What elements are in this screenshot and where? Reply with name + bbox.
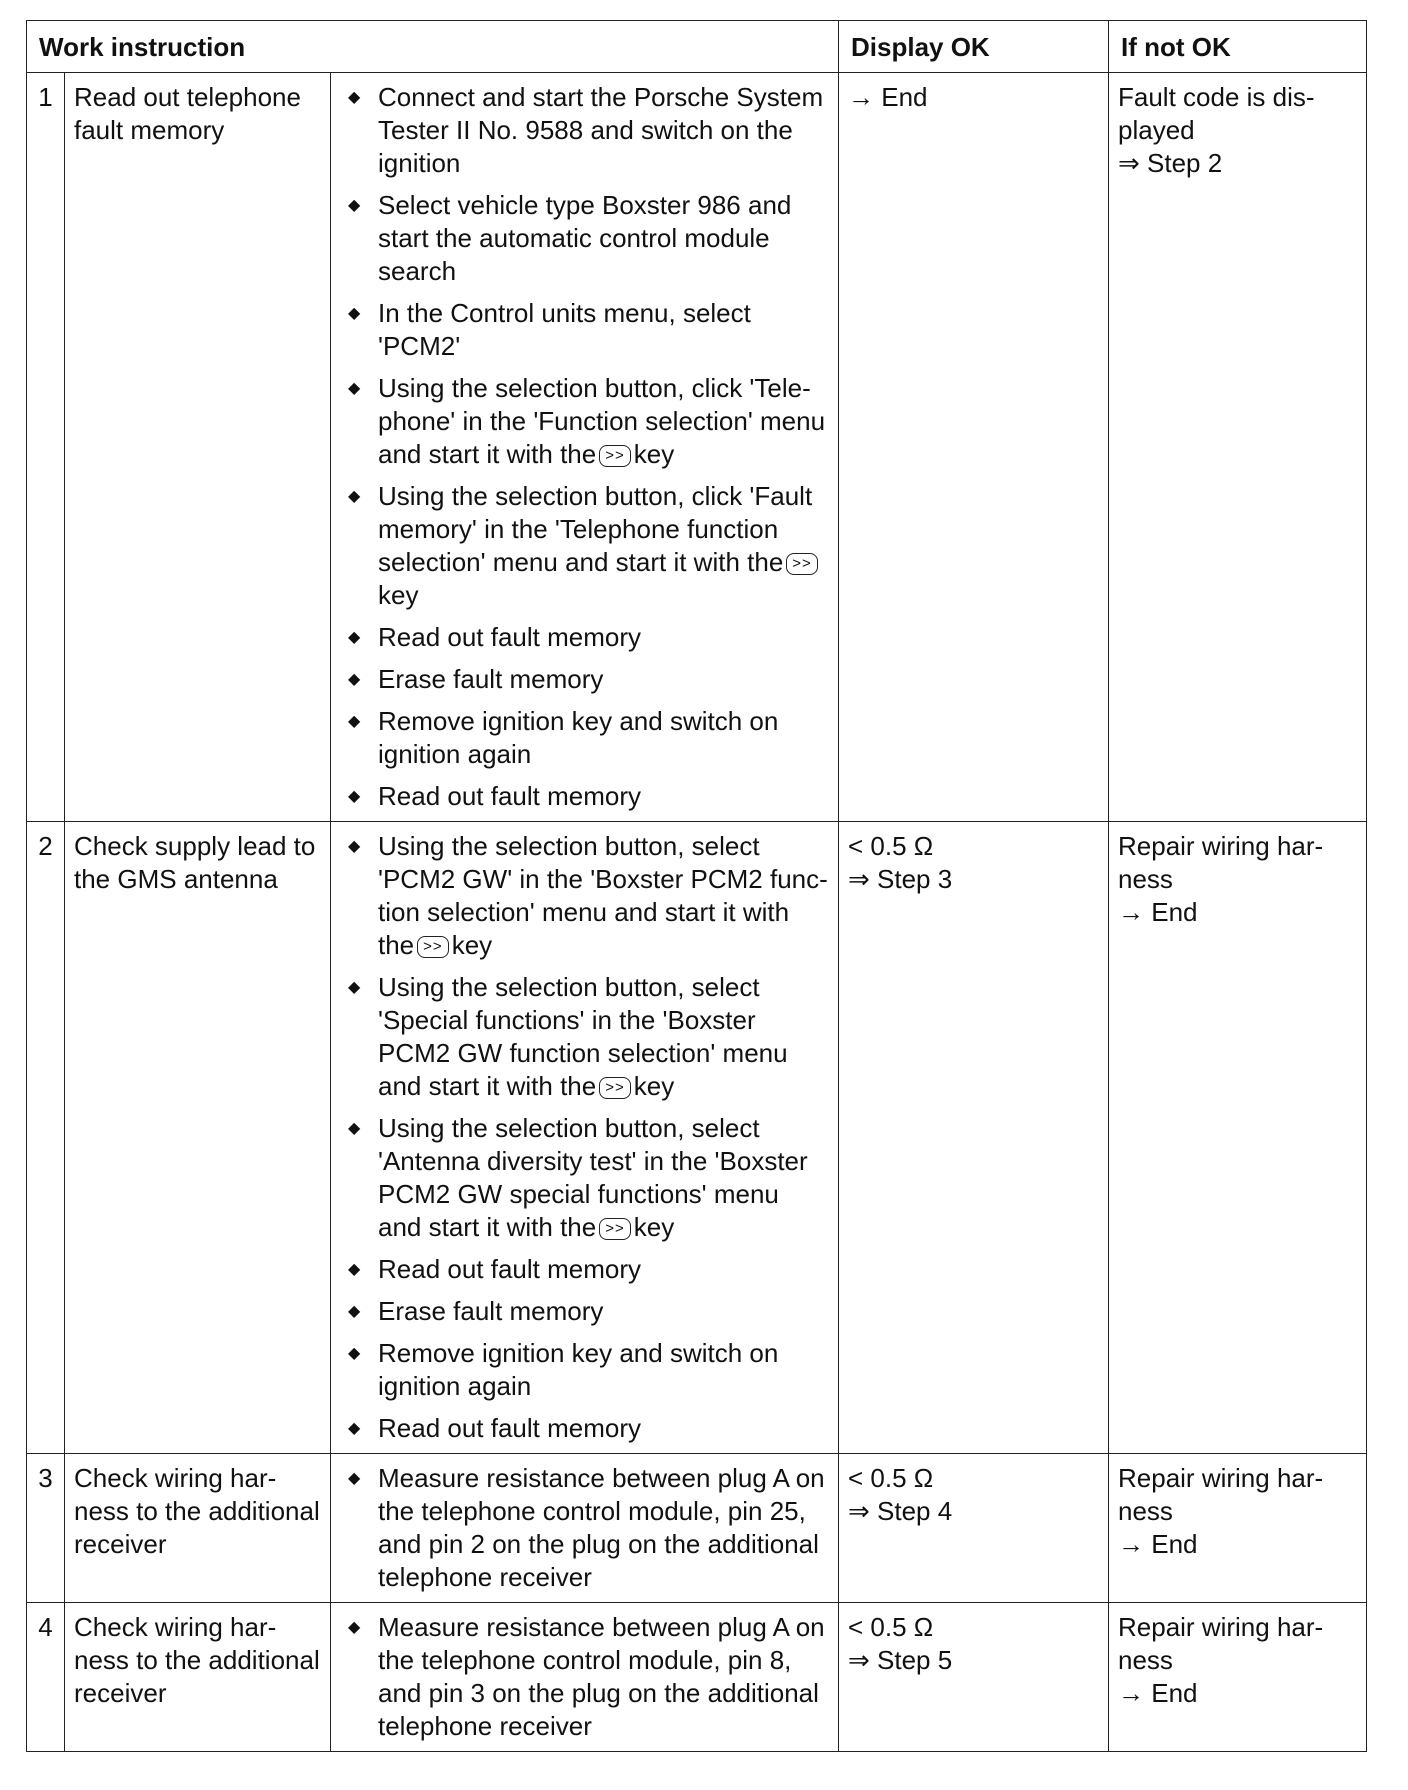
- if-not-ok-cell: [1109, 822, 1367, 1454]
- instruction-text: Using the selection button, select 'Antenna diversity test' in the 'Boxster PCM2 GW special functions' menu and start it with the: [378, 1113, 808, 1242]
- instruction-text: Remove ignition key and switch on ignition again: [378, 1338, 779, 1401]
- if-not-ok-line: → End: [1118, 1678, 1198, 1708]
- header-row: [27, 21, 1367, 73]
- display-ok-line: < 0.5 Ω: [848, 1612, 934, 1642]
- bullet-icon: ◆: [348, 197, 361, 214]
- bullet-icon: ◆: [348, 1261, 361, 1278]
- instruction-item: [340, 1295, 829, 1328]
- step-title: Read out telephone fault memory: [65, 73, 331, 822]
- instruction-item: [340, 1462, 829, 1594]
- table-row: [27, 73, 1367, 822]
- bullet-icon: ◆: [348, 788, 361, 805]
- instruction-item: [340, 830, 829, 962]
- bullet-icon: ◆: [348, 1345, 361, 1362]
- header-display-ok: Display OK: [839, 21, 1109, 73]
- instruction-text-suffix: key: [633, 1071, 675, 1101]
- step-number: 2: [27, 822, 65, 1454]
- bullet-icon: ◆: [348, 671, 361, 688]
- table-row: [27, 1603, 1367, 1752]
- display-ok-line: ⇒ Step 5: [848, 1645, 953, 1675]
- header-if-not-ok: If not OK: [1109, 21, 1367, 73]
- instruction-text: Using the selection button, select 'PCM2 GW' in the 'Boxster PCM2 func-tion selection' menu and start it with the: [378, 831, 828, 960]
- step-title: Check wiring har-ness to the additional receiver: [65, 1603, 331, 1752]
- step-instructions: [331, 822, 839, 1454]
- instruction-text: Measure resistance between plug A on the telephone control module, pin 25, and pin 2 on the plug on the additional telephone receiver: [378, 1463, 825, 1592]
- bullet-icon: ◆: [348, 488, 361, 505]
- if-not-ok-line: → End: [1118, 1529, 1198, 1559]
- instruction-text: Erase fault memory: [378, 664, 604, 694]
- step-number: 1: [27, 73, 65, 822]
- instruction-item: [340, 372, 829, 471]
- step-instructions: [331, 73, 839, 822]
- instruction-item: [340, 480, 829, 612]
- display-ok-cell: [839, 822, 1109, 1454]
- display-ok-cell: [839, 1603, 1109, 1752]
- display-ok-cell: [839, 1454, 1109, 1603]
- instruction-text-suffix: key: [633, 1212, 675, 1242]
- bullet-icon: ◆: [348, 1420, 361, 1437]
- instruction-text: Connect and start the Porsche System Tester II No. 9588 and switch on the ignition: [378, 82, 824, 178]
- instruction-item: [340, 621, 829, 654]
- instruction-item: [340, 1611, 829, 1743]
- header-work-instruction: Work instruction: [27, 21, 839, 73]
- instruction-text: Remove ignition key and switch on ignition again: [378, 706, 779, 769]
- display-ok-line: < 0.5 Ω: [848, 1463, 934, 1493]
- bullet-icon: ◆: [348, 380, 361, 397]
- step-title: Check wiring har-ness to the additional receiver: [65, 1454, 331, 1603]
- instruction-text: Erase fault memory: [378, 1296, 604, 1326]
- display-ok-line: ⇒ Step 3: [848, 864, 953, 894]
- bullet-icon: ◆: [348, 979, 361, 996]
- step-number: 3: [27, 1454, 65, 1603]
- instruction-list: [340, 830, 829, 1445]
- if-not-ok-cell: [1109, 1603, 1367, 1752]
- instruction-item: [340, 189, 829, 288]
- forward-key-icon: >>: [599, 1077, 631, 1099]
- instruction-text: Using the selection button, click 'Tele-phone' in the 'Function selection' menu and start it with the: [378, 373, 826, 469]
- bullet-icon: ◆: [348, 1303, 361, 1320]
- table-row: [27, 1454, 1367, 1603]
- display-ok-line: → End: [848, 82, 928, 112]
- instruction-text: Using the selection button, select 'Special functions' in the 'Boxster PCM2 GW function selection' menu and start it with the: [378, 972, 788, 1101]
- if-not-ok-line: Repair wiring har-ness: [1118, 831, 1324, 894]
- if-not-ok-line: Fault code is dis-played: [1118, 82, 1315, 145]
- forward-key-icon: >>: [599, 445, 631, 467]
- table-row: [27, 822, 1367, 1454]
- bullet-icon: ◆: [348, 629, 361, 646]
- instruction-text-suffix: key: [451, 930, 493, 960]
- instruction-item: [340, 1412, 829, 1445]
- instruction-list: [340, 81, 829, 813]
- instruction-text: Read out fault memory: [378, 1254, 642, 1284]
- instruction-item: [340, 1253, 829, 1286]
- instruction-text: Select vehicle type Boxster 986 and start the automatic control module search: [378, 190, 792, 286]
- bullet-icon: ◆: [348, 1120, 361, 1137]
- instruction-item: [340, 780, 829, 813]
- instruction-list: [340, 1462, 829, 1594]
- if-not-ok-line: Repair wiring har-ness: [1118, 1463, 1324, 1526]
- instruction-text: Read out fault memory: [378, 1413, 642, 1443]
- if-not-ok-cell: [1109, 73, 1367, 822]
- if-not-ok-line: ⇒ Step 2: [1118, 148, 1223, 178]
- instruction-item: [340, 1337, 829, 1403]
- forward-key-icon: >>: [786, 553, 818, 575]
- if-not-ok-line: → End: [1118, 897, 1198, 927]
- instruction-item: [340, 1112, 829, 1244]
- instruction-text-suffix: key: [378, 580, 419, 610]
- instruction-item: [340, 81, 829, 180]
- instruction-text: Measure resistance between plug A on the telephone control module, pin 8, and pin 3 on the plug on the additional telephone receiver: [378, 1612, 825, 1741]
- instruction-text: Read out fault memory: [378, 622, 642, 652]
- work-instruction-table: [26, 20, 1367, 1752]
- display-ok-line: < 0.5 Ω: [848, 831, 934, 861]
- bullet-icon: ◆: [348, 1470, 361, 1487]
- step-instructions: [331, 1454, 839, 1603]
- bullet-icon: ◆: [348, 1619, 361, 1636]
- instruction-text: In the Control units menu, select 'PCM2': [378, 298, 751, 361]
- display-ok-cell: [839, 73, 1109, 822]
- if-not-ok-cell: [1109, 1454, 1367, 1603]
- step-number: 4: [27, 1603, 65, 1752]
- forward-key-icon: >>: [417, 936, 449, 958]
- instruction-text-suffix: key: [633, 439, 675, 469]
- if-not-ok-line: Repair wiring har-ness: [1118, 1612, 1324, 1675]
- instruction-text: Using the selection button, click 'Fault memory' in the 'Telephone function selection' menu and start it with the: [378, 481, 813, 577]
- step-instructions: [331, 1603, 839, 1752]
- instruction-text: Read out fault memory: [378, 781, 642, 811]
- bullet-icon: ◆: [348, 838, 361, 855]
- instruction-item: [340, 705, 829, 771]
- bullet-icon: ◆: [348, 713, 361, 730]
- instruction-item: [340, 297, 829, 363]
- display-ok-line: ⇒ Step 4: [848, 1496, 953, 1526]
- bullet-icon: ◆: [348, 305, 361, 322]
- forward-key-icon: >>: [599, 1218, 631, 1240]
- instruction-list: [340, 1611, 829, 1743]
- instruction-item: [340, 663, 829, 696]
- step-title: Check supply lead to the GMS antenna: [65, 822, 331, 1454]
- instruction-item: [340, 971, 829, 1103]
- bullet-icon: ◆: [348, 89, 361, 106]
